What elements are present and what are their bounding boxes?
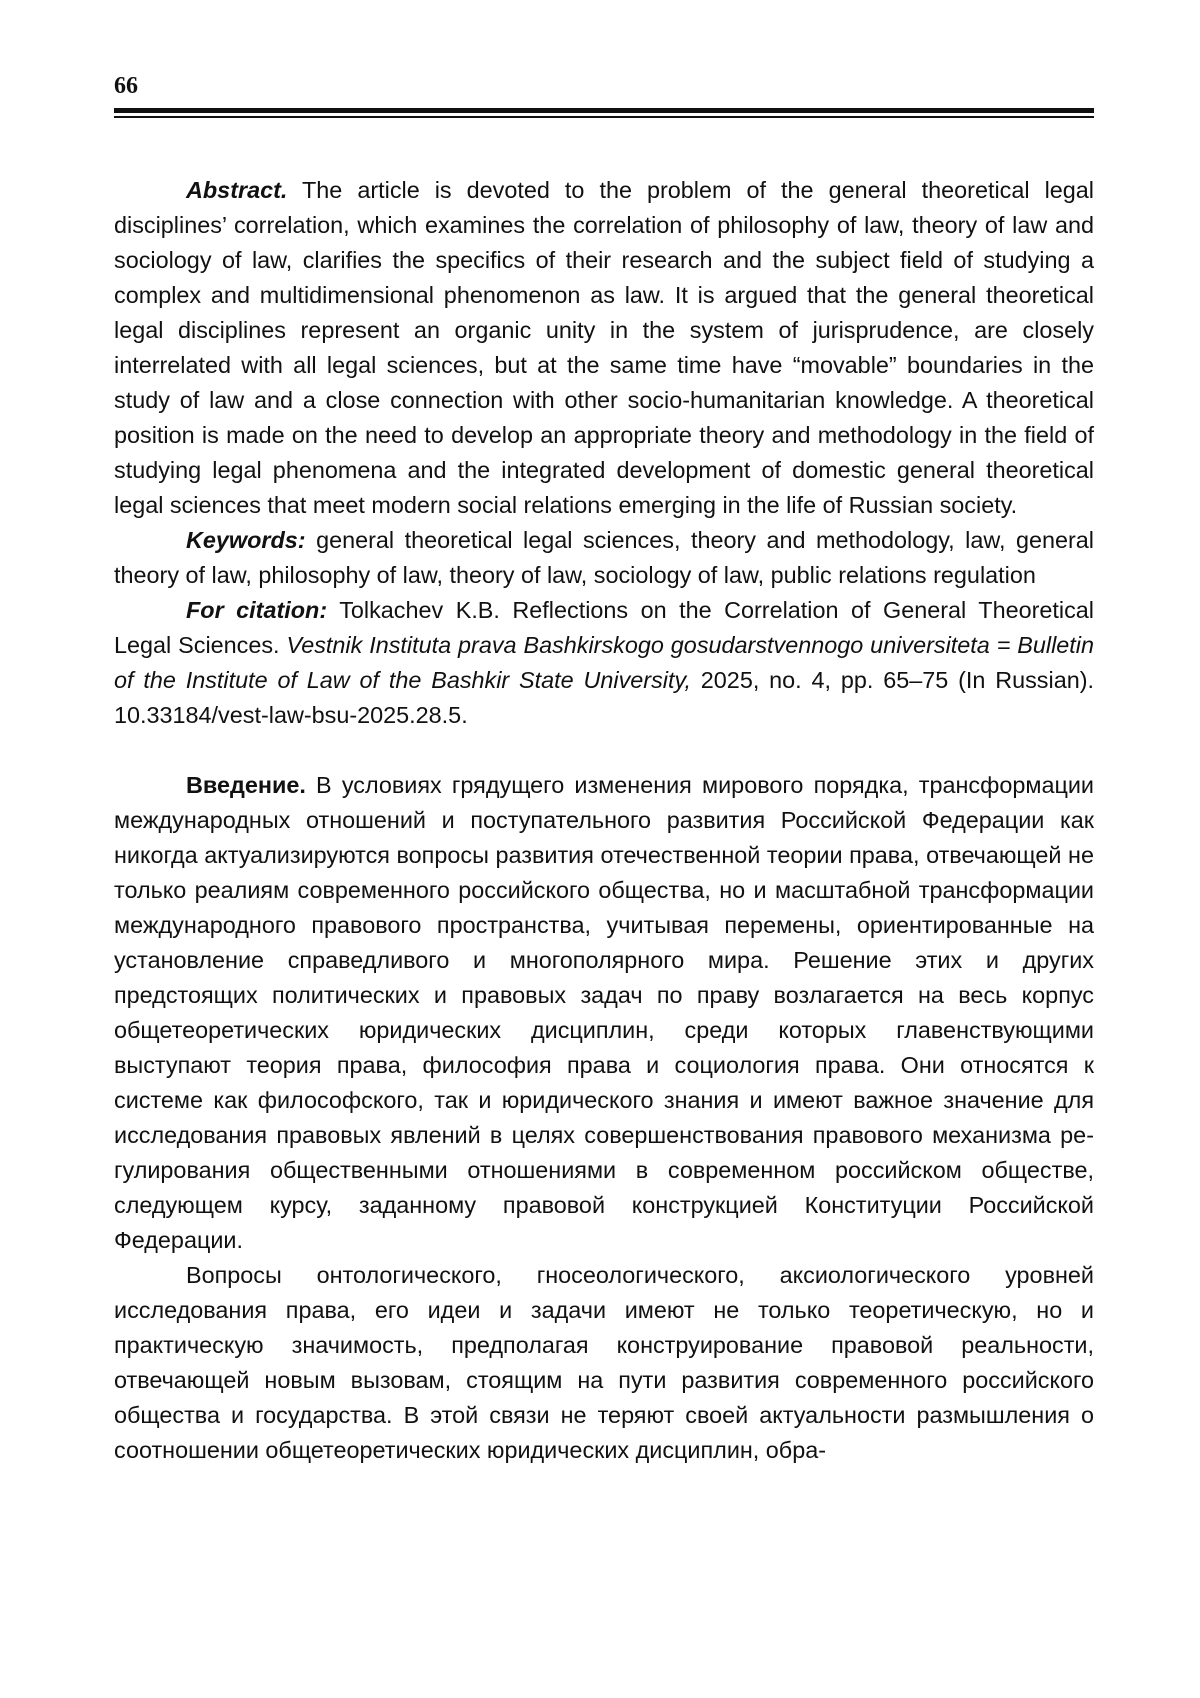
introduction-paragraph [114, 768, 1094, 1258]
article-body [114, 173, 1094, 1468]
introduction-text: В условиях грядущего изменения мирового порядка, трансформации международных отношений и поступательного развития Российской Федерации как никогда актуализируются вопросы развития отечественной теории права, отвечающей не только реалиям современного российского общества, но и масштабной трансформации международного правового пространства, учитывая перемены, ориентированные на установление справедливого и многополярного мира. Решение этих и других предстоящих политических и правовых задач по праву возлагается на весь корпус общетеоретических юридических дисциплин, среди которых главенствующими выступают теория права, философия права и социология права. Они относятся к системе как философского, так и юридического знания и имеют важное значение для исследования правовых явлений в целях совершенствования правового механизма регулирования общественными отношениями в современном российском обществе, следующем курсу, заданному правовой конструкцией Конституции Российской Федерации. [114, 772, 1094, 1253]
keywords-paragraph [114, 523, 1094, 593]
keywords-text: general theoretical legal sciences, theory and methodology, law, general theory of law, philosophy of law, theory of law, sociology of law, public relations regulation [114, 527, 1094, 588]
page-number: 66 [114, 73, 138, 99]
citation-text: Tolkachev K.B. Reflections on the Correlation of General Theoretical Legal Sciences. [114, 597, 1095, 658]
abstract-label: Abstract. [186, 177, 288, 203]
keywords-label: Keywords: [186, 527, 306, 553]
header-rule-thin [114, 116, 1094, 118]
header-rule-thick [114, 108, 1094, 113]
citation-paragraph [114, 593, 1094, 733]
abstract-text: The article is devoted to the problem of the general theoretical legal disciplines’ correlation, which examines the correlation of philosophy of law, theory of law and sociology of law, clarifies the specifics of their research and the subject field of studying a complex and multidimensional phenomenon as law. It is argued that the general theoretical legal disciplines represent an organic unity in the system of jurisprudence, are closely interrelated with all legal sciences, but at the same time have “movable” boundaries in the study of law and a close connection with other socio-humanitarian knowledge. A theoretical position is made on the need to develop an appropriate theory and methodology in the field of studying legal phenomena and the integrated development of domestic general theoretical legal sciences that meet modern social relations emerging in the life of Russian society. [114, 177, 1094, 518]
citation-text-after: 2025, no. 4, pp. 65–75 (In Russian). 10.33184/vest-law-bsu-2025.28.5. [114, 667, 1095, 728]
citation-label: For citation: [186, 597, 328, 623]
abstract-paragraph [114, 173, 1094, 523]
citation-journal: Vestnik Instituta prava Bashkirskogo gosudarstvennogo universiteta = Bulletin of the Institute of Law of the Bashkir State University, [114, 632, 1094, 693]
introduction-label: Введение. [186, 772, 306, 798]
body-paragraph: Вопросы онтологического, гносеологического, аксиологического уровней исследования права, его идеи и задачи имеют не только теоретическую, но и практическую значимость, предполагая конструирование правовой реальности, отвечающей новым вызовам, стоящим на пути развития современного российского общества и государства. В этой связи не теряют своей актуальности размышления о соотношении общетеоретических юридических дисциплин, обра- [114, 1262, 1094, 1463]
